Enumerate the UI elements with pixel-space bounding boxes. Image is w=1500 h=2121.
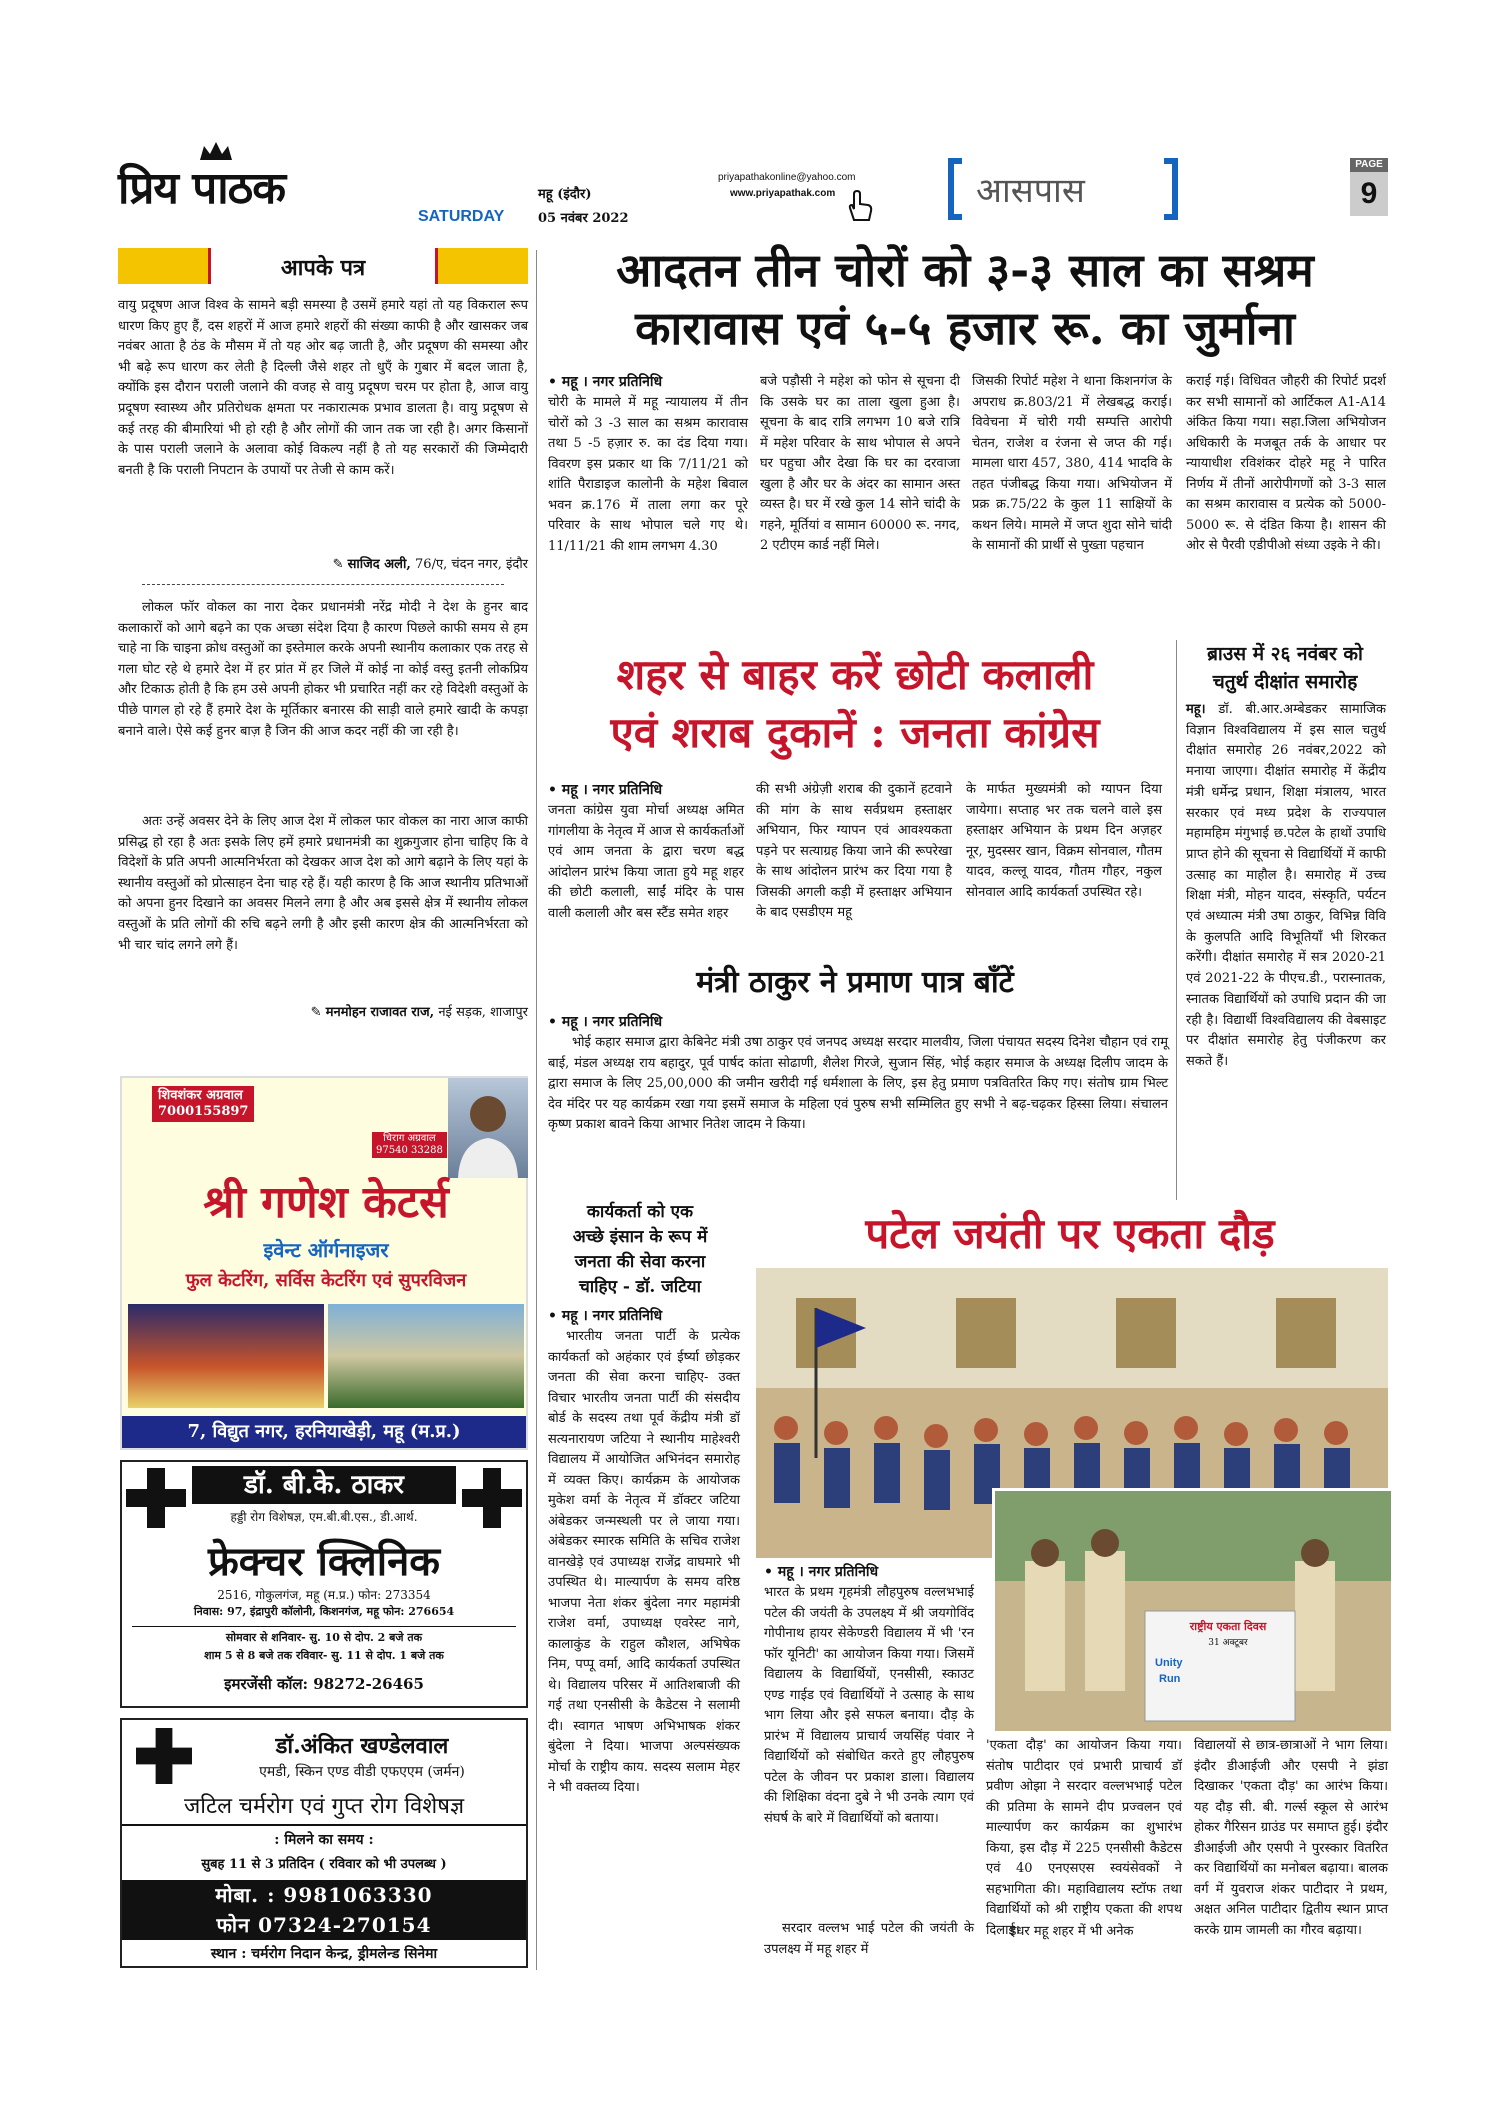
story2-col3: के मार्फत मुख्यमंत्री को ग्यापन दिया जायेगा। सप्ताह भर तक चलने वाले इस हस्ताक्षर अभियान के प्रथम दिन अज़हर नूर, मुदस्सर खान, विक्रम सोनवाल, गौतम यादव, कल्लू यादव, गौतम गौहर, नकुल सोनवाल आदि कार्यकर्ता उपस्थित रहे। (966, 782, 1162, 900)
story3-body: महू। डॉ. बी.आर.अम्बेडकर सामाजिक विज्ञान विश्वविद्यालय में इस साल चतुर्थ दीक्षांत समारोह 26 नवंबर,2022 को मनाया जाएगा। दीक्षांत समारोह में केंद्रीय मंत्री धर्मेन्द्र प्रधान, शिक्षा मंत्रालय, भारत सरकार एवं मध्य प्रदेश के राज्यपाल महामहिम मंगुभाई छ.पटेल के हाथों उपाधि प्राप्त होने की सूचना से विद्यार्थियों में काफी उत्साह का माहौल है। समारोह में उच्च शिक्षा मंत्री, मोहन यादव, संस्कृति, पर्यटन एवं अध्यात्म मंत्री उषा ठाकुर, विभिन्न विवि के कुलपति आदि विभूतियाँ भी शिरकत करेंगी। दीक्षांत समारोह में सत्र 2020-21 एवं 2021-22 के पीएच.डी., परास्नातक, स्नातक विद्यार्थियों को उपाधि प्रदान की जा रही है। विद्यार्थी विश्वविद्यालय की वेबसाइट पर दीक्षांत समारोह हेतु पंजीकरण कर सकते हैं। (1186, 702, 1386, 1069)
clinic-timing-2: शाम 5 से 8 बजे तक रविवार- सु. 11 से दोप. 1 बजे तक (204, 1649, 444, 1662)
pen-icon: ✎ (310, 1005, 322, 1020)
skin-doctor: डॉ.अंकित खण्डेलवाल (275, 1733, 449, 1759)
story5-body: • महू । नगर प्रतिनिधि भारतीय जनता पार्टी के प्रत्येक कार्यकर्ता को अहंकार एवं ईर्ष्या छोड़कर जनता की सेवा करना चाहिए- उक्त विचार भारतीय जनता पार्टी की संसदीय बोर्ड के सदस्य तथा पूर्व केंद्रीय मंत्री डॉ सत्यनारायण जटिया ने स्थानीय माहेश्वरी विद्यालय में आयोजित अभिनंदन समारोह में व्यक्त किए। कार्यक्रम के आयोजक मुकेश वर्मा के नेतृत्व में डॉक्टर जटिया अंबेडकर जन्मस्थली पर ले जाया गया। अंबेडकर स्मारक समिति के सचिव राजेश वानखेड़े एवं उपाध्यक्ष राजेंद्र वाघमारे भी उपस्थित थे। माल्यार्पण के समय वरिष्ठ भाजपा नेता शंकर बुंदेला नगर महामंत्री राजेश वर्मा, उपाध्यक्ष एवरेस्ट नागे, कालाकुंड के राहुल कौशल, अभिषेक निम, पप्पू वर्मा, आदि कार्यकर्ता उपस्थित थे। विद्यालय परिसर में आतिशबाजी की गई तथा एनसीसी के कैडेटस ने सलामी दी। स्वागत भाषण अभिभाषक शंकर बुंदेला ने दिया। भाजपा अल्पसंख्यक मोर्चा के राष्ट्रीय काय. सदस्य सलाम मेहर ने भी वक्तव्य दिया। (548, 1308, 740, 1795)
column-rule (536, 250, 537, 1970)
person2-tag: चिराग अग्रवाल 97540 33288 (372, 1132, 447, 1158)
letter-divider (142, 584, 504, 585)
email: priyapathakonline@yahoo.com (718, 172, 856, 183)
letters-header (118, 248, 528, 284)
story2-headline-1: शहर से बाहर करें छोटी कलाली (616, 650, 1094, 699)
catering-photo-1 (128, 1304, 324, 1408)
story5-headline: कार्यकर्ता को एक अच्छे इंसान के रूप में जनता की सेवा करना चाहिए - डॉ. जटिया (572, 1202, 708, 1297)
story1-col1: • महू । नगर प्रतिनिधि चोरी के मामले में महू न्यायालय में तीन चोरों को 3 -3 साल का सश्रम कारावास तथा 5 -5 हज़ार रु. का दंड दिया गया। विवरण इस प्रकार था कि 7/11/21 को शांति पैराडाइज कालोनी के महेश बिवाल भवन क्र.176 में ताला लगा कर पूरे परिवार के साथ भोपाल चले गए थे। 11/11/21 की शाम लगभग 4.30 (548, 374, 748, 554)
caterer-tagline: इवेन्ट ऑर्गनाइजर (263, 1238, 389, 1262)
banner-run: Run (1159, 1673, 1181, 1685)
story2-col2: की सभी अंग्रेज़ी शराब की दुकानें हटवाने की मांग के साथ सर्वप्रथम हस्ताक्षर अभियान, फिर ग्यापन एवं आवश्यकता पड़ने पर सत्याग्रह किया जाने की रूपरेखा के साथ आंदोलन प्रारंभ कर दिया गया है जिसकी अगली कड़ी में हस्ताक्षर अभियान के बाद एसडीएम महू (756, 782, 952, 920)
caterer-name: श्री गणेश केटर्स (203, 1177, 449, 1228)
page-label: PAGE (1350, 158, 1388, 172)
caterer-services: फुल केटरिंग, सर्विस केटरिंग एवं सुपरविजन (185, 1270, 467, 1291)
masthead (118, 150, 1388, 230)
clinic-addr: 2516, गोकुलगंज, महू (म.प्र.) फोन: 273354 (217, 1588, 431, 1602)
story6-col1: • महू । नगर प्रतिनिधि भारत के प्रथम गृहमंत्री लौहपुरुष वल्लभभाई पटेल की जयंती के उपलक्ष्य में श्री जयगोविंद गोपीनाथ हायर सेकेण्डरी विद्यालय में भी 'रन फॉर यूनिटी' का आयोजन किया गया। जिसमें विद्यालय के विद्यार्थियों, एनसीसी, स्काउट एण्ड गाईड एवं विद्यार्थियों ने उत्साह के साथ भाग लिया और इसे सफल बनाया। दौड़ के प्रारंभ में विद्यालय प्राचार्य जयसिंह पंवार ने विद्यार्थियों को संबोधित करते हुए लौहपुरुष पटेल के जीवन पर प्रकाश डाला। विद्यालय की शिक्षिका वंदना दुबे ने भी उनके त्याग एवं संघर्ष के बारे में विद्यार्थियों को बताया। सरदार वल्लभ भाई पटेल की जयंती के उपलक्ष्य में महू शहर में (764, 1564, 974, 1957)
day: SATURDAY (418, 208, 505, 225)
doctor-qual: हड्डी रोग विशेषज्ञ, एम.बी.बी.एस., डी.आर्थ. (230, 1510, 418, 1524)
page-badge (1350, 158, 1388, 224)
story1-headline-2: कारावास एवं ५-५ हजार रू. का जुर्माना (635, 301, 1295, 355)
caterer-address: 7, विद्युत नगर, हरनियाखेड़ी, महू (म.प्र.) (122, 1416, 526, 1448)
story1-col4: कराई गई। विधिवत जौहरी की रिपोर्ट प्रदर्श कर सभी सामानों को आर्टिकल A1-A14 अंकित किया गया। सहा.जिला अभियोजन अधिकारी के मजबूत तर्क के आधार पर न्यायाधीश रविशंकर दोहरे महू ने पारित निर्णय में तीनों आरोपीगणों को 3-3 साल का सश्रम कारावास व प्रत्येक को 5000-5000 रू. से दंडित किया है। शासन की ओर से पैरवी एडीपीओ संध्या उइके ने की। (1186, 374, 1386, 553)
story1-col3: जिसकी रिपोर्ट महेश ने थाना किशनगंज के अपराध क्र.803/21 में लेखबद्ध कराई। विवेचना में चोरी गयी सम्पत्ति आरोपी चेतन, राजेश व रंजना से जप्त की गई। मामला धारा 457, 380, 414 भादवि के तहत पंजीबद्ध किया गया। अभियोजन में प्रक्र क्र.75/22 के कुल 11 साक्षियों के कथन लिये। मामले में जप्त शुदा सोने चांदी के सामानों की प्रार्थी से पुख्ता पहचान (972, 374, 1172, 553)
catering-photo-2 (328, 1304, 524, 1408)
logo (118, 156, 368, 220)
story2-col1: • महू । नगर प्रतिनिधि जनता कांग्रेस युवा मोर्चा अध्यक्ष अमित गांगलीया के नेतृत्व में आज से कार्यकर्ताओं एवं आम जनता के द्वारा चरण बद्ध आंदोलन प्रारंभ किया जाता हुये महू शहर की छोटी कलाली, साईं मंदिर के पास वाली कलाली और बस स्टैंड समेत शहर (548, 782, 744, 921)
story6-headline: पटेल जयंती पर एकता दौड़ (865, 1209, 1275, 1258)
page-number: 9 (1350, 172, 1388, 216)
skin-meet: : मिलने का समय : (274, 1832, 374, 1848)
letter-1: वायु प्रदूषण आज विश्व के सामने बड़ी समस्या है उसमें हमारे यहां तो यह विकराल रूप धारण किए हुए हैं, दस शहरों में आज हमारे शहरों की संख्या काफी है और खासकर जब नवंबर आता है ठंड के मौसम में तो यह ओर बढ़ जाती है, और प्रदूषण की समस्या और भी बढ़े रूप धारण कर लेती है दिल्ली जैसे शहर तो धुएँ के गुबार में बदल जाता है, क्योंकि इस दौरान पराली जलाने की वजह से वायु प्रदूषण चरम पर होता है, आज वायु प्रदूषण स्वास्थ्य और प्रतिरोधक क्षमता पर नकारात्मक प्रभाव डालता है। वायु प्रदूषण से कई तरह की बीमारियां भी हो रही है और लोगों की जान तक जा रही है। अगर किसानों के पास पराली जलाने के अलावा कोई विकल्प नहीं है तो यह सरकारों की जिम्मेदारी बनती है कि पराली निपटान के उपायों पर तेजी से काम करें। (118, 298, 528, 478)
website[interactable]: www.priyapathak.com (730, 188, 836, 199)
story6-col3: विद्यालयों से छात्र-छात्राओं ने भाग लिया। इंदौर डीआईजी और एसपी ने झंडा दिखाकर 'एकता दौड़' का आरंभ किया। यह दौड़ सी. बी. गर्ल्स स्कूल से आरंभ होकर गैरिसन ग्राउंड पर समाप्त हुई। इंदौर डीआईजी और एसपी ने पुरस्कार वितरित कर विद्यार्थियों का मनोबल बढ़ाया। बालक वर्ग में युवराज शंकर पाटीदार ने प्रथम, अक्षत अनिल पाटीदार द्वितीय स्थान प्राप्त करके ग्राम जामली का गौरव बढ़ाया। (1194, 1738, 1388, 1938)
officers-illustration (995, 1491, 1391, 1731)
story4-body: • महू । नगर प्रतिनिधि भोई कहार समाज द्वारा केबिनेट मंत्री उषा ठाकुर एवं जनपद अध्यक्ष सरदार मालवीय, जिला पंचायत सदस्य दिनेश चौहान एवं रामू बाई, मंडल अध्यक्ष राय बहादुर, पूर्व पार्षद कांता सोढाणी, शैलेश गिरजे, सुजान सिंह, भोई कहार समाज के अध्यक्ष दिलीप जादम के द्वारा समाज के लिए 25,00,000 की जमीन खरीदी गई धर्मशाला के लिए, इस हेतु प्रमाण पत्रवितरित किए गए। संतोष ग्राम भिल्ट देव मंदिर पर यह कार्यक्रम रखा गया इसमें समाज के महिला एवं पुरुष सभी सम्मिलित हुए सभी ने बढ़-चढ़कर हिस्सा लिया। संचालन कृष्ण प्रकाश बावने किया आभार नितेश जादम ने किया। (548, 1014, 1168, 1133)
person-icon (448, 1078, 528, 1178)
skin-phone: फोन 07324-270154 (122, 1910, 526, 1940)
ad-skin-clinic (120, 1718, 528, 1968)
clinic-emergency: इमरजेंसी कॉल: 98272-26465 (224, 1675, 424, 1693)
skin-place: स्थान : चर्मरोग निदान केन्द्र, ड्रीमलेन्ड सिनेमा (210, 1946, 438, 1962)
date: 05 नवंबर 2022 (538, 211, 629, 226)
ad-fracture-clinic (120, 1460, 528, 1708)
bracket-left-icon (948, 158, 962, 220)
cross-icon (136, 1728, 192, 1784)
letter-1-signature: ✎ साजिद अली, 76/ए, चंदन नगर, इंदौर (332, 557, 528, 572)
person-photo (448, 1078, 528, 1178)
story3-headline-1: ब्राउस में २६ नवंबर को (1207, 643, 1363, 665)
story3-headline-2: चतुर्थ दीक्षांत समारोह (1212, 671, 1358, 693)
skin-spec: जटिल चर्मरोग एवं गुप्त रोग विशेषज्ञ (183, 1794, 465, 1819)
place: महू (इंदौर) (538, 187, 592, 202)
ad-ganesh-caterers (120, 1076, 528, 1450)
section-label: आसपास (948, 158, 1178, 220)
doctor-name: डॉ. बी.के. ठाकर (192, 1466, 456, 1504)
clinic-timing-1: सोमवार से शनिवार- सु. 10 से दोप. 2 बजे तक (225, 1631, 423, 1644)
photo-officers (992, 1488, 1388, 1728)
hand-pointer-icon (844, 190, 874, 224)
story1-headline-1: आदतन तीन चोरों को ३-३ साल का सश्रम (616, 243, 1314, 297)
skin-time: सुबह 11 से 3 प्रतिदिन ( रविवार को भी उपलब्ध ) (201, 1857, 447, 1872)
column-rule (1176, 640, 1177, 1200)
clinic-name: फ्रेक्चर क्लिनिक (207, 1538, 441, 1585)
letter-2-signature: ✎ मनमोहन राजावत राज, नई सड़क, शाजापुर (310, 1005, 528, 1020)
skin-qual: एमडी, स्किन एण्ड वीडी एफएएम (जर्मन) (259, 1764, 465, 1780)
pen-icon: ✎ (332, 557, 344, 572)
story2-headline-2: एवं शराब दुकानें : जनता कांग्रेस (610, 708, 1100, 757)
person1-tag: शिवशंकर अग्रवाल 7000155897 (152, 1086, 254, 1122)
story6-col2: 'एकता दौड़' का आयोजन किया गया। संतोष पाटीदार एवं प्रभारी प्राचार्य डॉ प्रवीण ओझा ने सरदार वल्लभभाई पटेल की प्रतिमा के सामने दीप प्रज्वलन एवं माल्यार्पण कर कार्यक्रम का शुभारंभ किया, इस दौड़ में 225 एनसीसी कैडेटस एवं 40 एनएसएस स्वयंसेवकों ने सहभागिता की। महाविद्यालय स्टॉफ तथा विद्यार्थियों को श्री राष्ट्रीय एकता की शपथ दिलाई। इधर महू शहर में भी अनेक (986, 1738, 1182, 1939)
letters-title: आपके पत्र (280, 255, 366, 281)
story4-headline: मंत्री ठाकुर ने प्रमाण पात्र बाँटें (696, 965, 1014, 1000)
banner-title: राष्ट्रीय एकता दिवस (1189, 1620, 1267, 1633)
letter-3: अतः उन्हें अवसर देने के लिए आज देश में लोकल फार वोकल का नारा आज काफी प्रसिद्ध हो रहा है अतः इसके लिए हमें हमारे प्रधानमंत्री का शुक्रगुजार होना चाहिए कि वे विदेशों के प्रति अपनी आत्मनिर्भरता को देखकर आज देश को आगे बढ़ाने के लिए यहां के स्थानीय वस्तुओं को प्रोत्साहन देना चाह रहे हैं। यही कारण है कि आज स्थानीय प्रतिभाओं को अपना हुनर दिखाने का अवसर मिलने लगा है और अब इससे क्षेत्र में स्थानीय लोकल वस्तुओं के प्रति लोगों की रुचि बढ़ने लगी है और इसी कारण क्षेत्र की आत्मनिर्भरता को भी चार चांद लगने लगे हैं। (118, 814, 528, 953)
clinic-home: निवास: 97, इंद्रापुरी कॉलोनी, किशनगंज, महू फोन: 276654 (193, 1605, 455, 1618)
skin-mobile: मोबा. : 9981063330 (122, 1880, 526, 1910)
banner-date: 31 अक्टूबर (1208, 1638, 1248, 1648)
bracket-right-icon (1164, 158, 1178, 220)
letter-2: लोकल फॉर वोकल का नारा देकर प्रधानमंत्री नरेंद्र मोदी ने देश के हुनर बाद कलाकारों को आगे बढ़ने का एक अच्छा संदेश दिया है कारण पिछले काफी समय से हम चाहे ना कि चाइना क्रोध वस्तुओं का इस्तेमाल करके अपनी स्थानीय कलाकार एक तरह से गला घोट रहे थे हमारे देश में हर प्रांत में हर जिले में कोई ना कोई वस्तु इतनी लोकप्रिय और टिकाऊ होती है कि हम उसे अपनी होकर भी प्रचारित नहीं कर रहे विदेशी वस्तुओं के पीछे पागल हो रहे हैं हमारे देश के मूर्तिकार बनारस की साड़ी वाले हमारे खादी के कपड़ा बनाने वाले। ऐसे कई हुनर बाज़ है जिन की आज कदर नहीं की जा रही है। (118, 600, 528, 739)
banner-unity: Unity (1155, 1657, 1183, 1669)
logo-text: प्रिय पाठक (118, 163, 286, 214)
crown-icon (196, 140, 236, 162)
story1-col2: बजे पड़ौसी ने महेश को फोन से सूचना दी कि उसके घर का ताला खुला हुआ है। सूचना के बाद रात्रि लगभग 10 बजे रात्रि में महेश परिवार के साथ भोपाल से अपने घर पहुचा और देखा कि घर का दरवाजा खुला है और घर के अंदर का सामान अस्त व्यस्त है। घर में रखे कुल 14 सोने चांदी के गहने, मूर्तियां व सामान 60000 रू. नगद, 2 एटीएम कार्ड नहीं मिले। (760, 374, 960, 553)
cross-left-icon (126, 1468, 186, 1528)
cross-right-icon (462, 1468, 522, 1528)
